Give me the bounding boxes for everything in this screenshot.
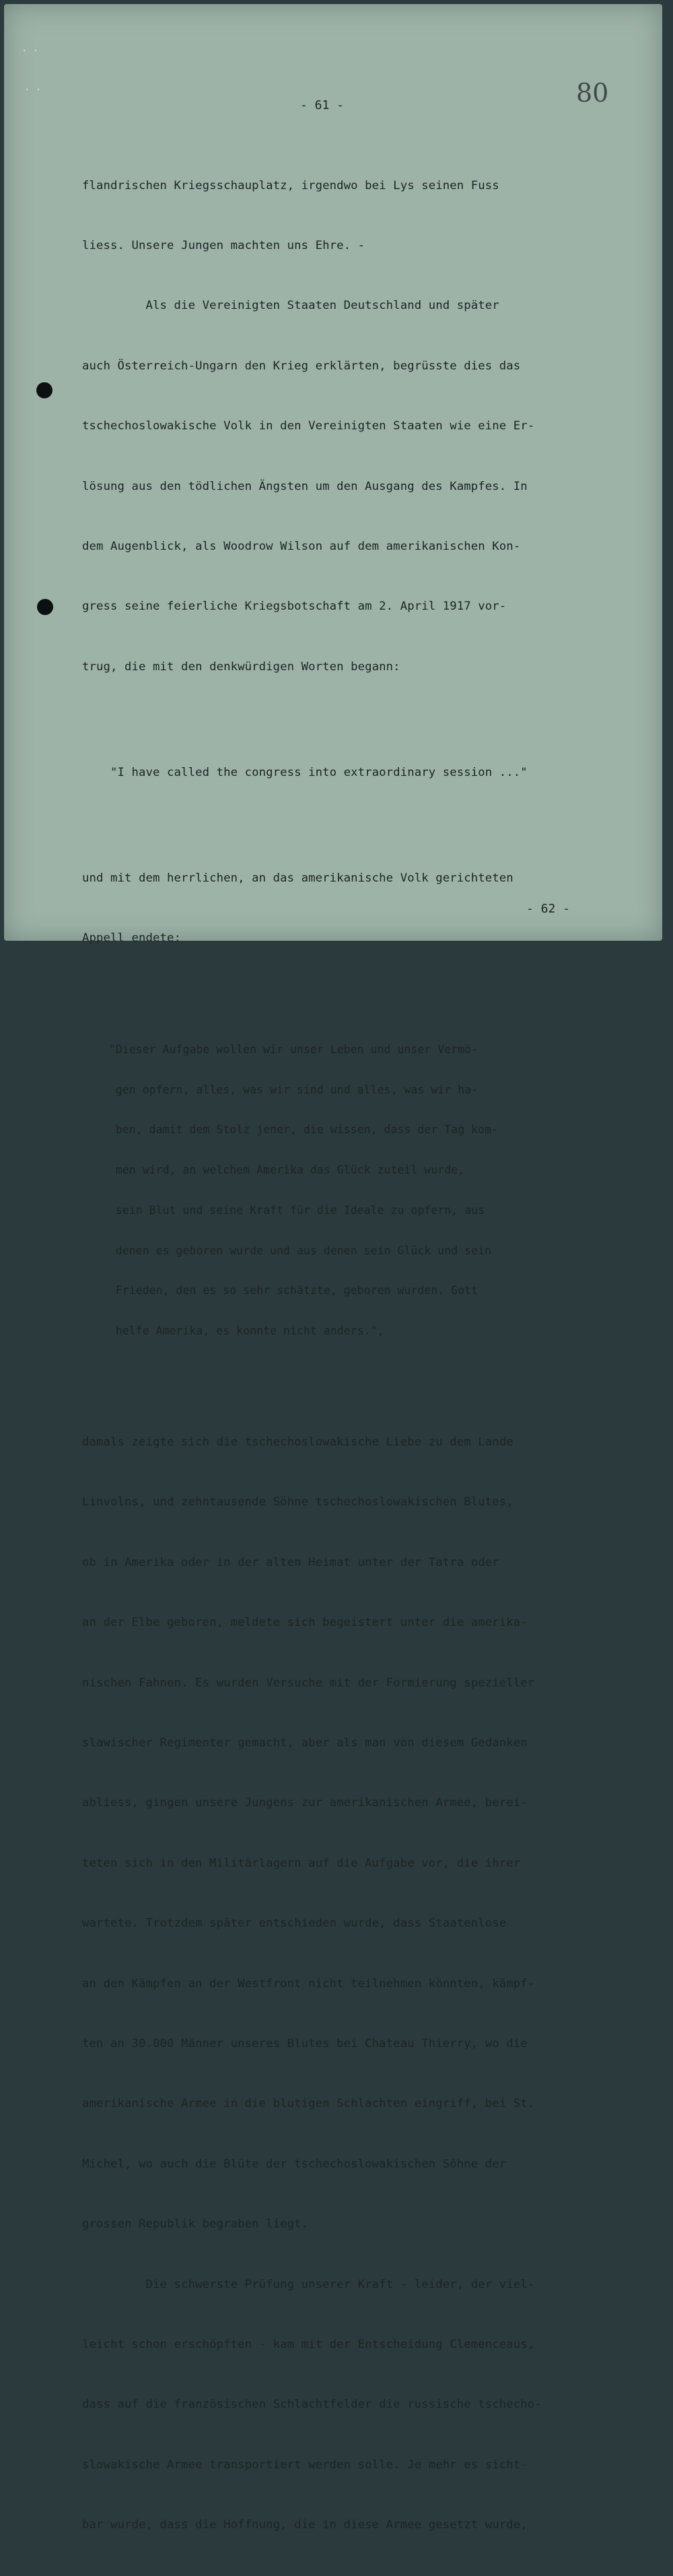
quote-line: helfe Amerika, es konnte nicht anders.", xyxy=(82,1324,384,1337)
text-line: Die schwerste Prüfung unserer Kraft - leider, der viel- xyxy=(82,2277,535,2291)
punch-hole xyxy=(36,382,52,398)
text-line: gress seine feierliche Kriegsbotschaft am 2. April 1917 vor- xyxy=(82,600,507,614)
spacer xyxy=(82,717,614,723)
text-line: trug, die mit den denkwürdigen Worten begann: xyxy=(82,659,400,674)
text-line: lösung aus den tödlichen Ängsten um den Ausgang des Kampfes. In xyxy=(82,479,528,493)
edge-mark: · · xyxy=(24,85,42,96)
text-line: Appell endete: xyxy=(82,931,182,945)
spacer xyxy=(82,823,614,828)
text-line: damals zeigte sich die tschechoslowakische Liebe zu dem Lande xyxy=(82,1435,513,1450)
stamp-number: 80 xyxy=(576,78,609,108)
text-line: tschechoslowakische Volk in den Vereinigten Staaten wie eine Er- xyxy=(82,419,535,433)
text-line: wartete. Trotzdem später entschieden wurde, dass Staatenlose xyxy=(82,1917,507,1931)
text-line: flandrischen Kriegsschauplatz, irgendwo bei Lys seinen Fuss xyxy=(82,178,499,192)
document-page xyxy=(4,4,662,2532)
text-line: auch Österreich-Ungarn den Krieg erklärten, begrüsste dies das xyxy=(82,359,521,373)
text-line: abliess, gingen unsere Jungens zur amerikanischen Armee, berei- xyxy=(82,1796,528,1810)
text-line: grossen Republik begraben liegt. xyxy=(82,2217,309,2231)
text-line: an den Kämpfen an der Westfront nicht teilnehmen könnten, kämpf- xyxy=(82,1976,535,1991)
block-quote xyxy=(82,1016,614,1364)
text-line: dem Augenblick, als Woodrow Wilson auf dem amerikanischen Kon- xyxy=(82,539,521,553)
text-line: an der Elbe geboren, meldete sich begeistert unter die amerika- xyxy=(82,1616,528,1630)
quote-line: "Dieser Aufgabe wollen wir unser Leben und unser Vermö- xyxy=(82,1043,479,1057)
text-line: slawischer Regimenter gemacht, aber als man von diesem Gedanken xyxy=(82,1736,528,1750)
text-line: teten sich in den Militärlagern auf die Aufgabe vor, die ihrer xyxy=(82,1856,521,1870)
body-text xyxy=(82,136,614,2576)
quote-line: gen opfern, alles, was wir sind und alles, was wir ha- xyxy=(82,1083,479,1096)
quote-line: sein Blut und seine Kraft für die Ideale zu opfern, aus xyxy=(82,1203,485,1217)
text-line: liess. Unsere Jungen machten uns Ehre. - xyxy=(82,238,365,252)
text-line: Linvolns, und zehntausende Söhne tschechoslowakischen Blutes, xyxy=(82,1495,513,1509)
text-line: Michel, wo auch die Blüte der tschechoslowakischen Söhne der xyxy=(82,2157,507,2171)
quote-line: "I have called the congress into extraordinary session ..." xyxy=(82,765,528,779)
punch-hole xyxy=(37,599,53,615)
quote-line: ben, damit dem Stolz jener, die wissen, dass der Tag kom- xyxy=(82,1123,499,1137)
edge-mark: · · xyxy=(22,46,39,57)
quote-line: men wird, an welchem Amerika das Glück zuteil wurde, xyxy=(82,1164,465,1177)
text-line: bar wurde, dass die Hoffnung, die in diese Armee gesetzt wurde, xyxy=(82,2518,528,2532)
text-line: ten an 30.000 Männer unseres Blutes bei Chateau Thierry, wo die xyxy=(82,2037,528,2050)
next-page-number: - 62 - xyxy=(526,902,571,916)
text-line: Als die Vereinigten Staaten Deutschland und später xyxy=(82,299,499,313)
text-line: und mit dem herrlichen, an das amerikanische Volk gerichteten xyxy=(82,871,513,885)
text-line: slowakische Armee transportiert werden solle. Je mehr es sicht- xyxy=(82,2458,528,2472)
quote-line: denen es geboren wurde und aus denen sein Glück und sein xyxy=(82,1244,492,1257)
text-line: dass auf die französischen Schlachtfelder die russische tschecho- xyxy=(82,2398,542,2412)
page-number: - 61 - xyxy=(300,98,345,112)
text-line: amerikanische Armee in die blutigen Schlachten eingriff, bei St. xyxy=(82,2097,535,2111)
text-line: nischen Fahnen. Es wurden Versuche mit der Formierung spezieller xyxy=(82,1676,535,1690)
text-line: leicht schon erschöpften - kam mit der Entscheidung Clemenceaus, xyxy=(82,2337,535,2351)
quote-line: Frieden, den es so sehr schätzte, geboren wurden. Gott xyxy=(82,1284,479,1297)
text-line: ob in Amerika oder in der alten Heimat unter der Tatra oder xyxy=(82,1555,499,1569)
